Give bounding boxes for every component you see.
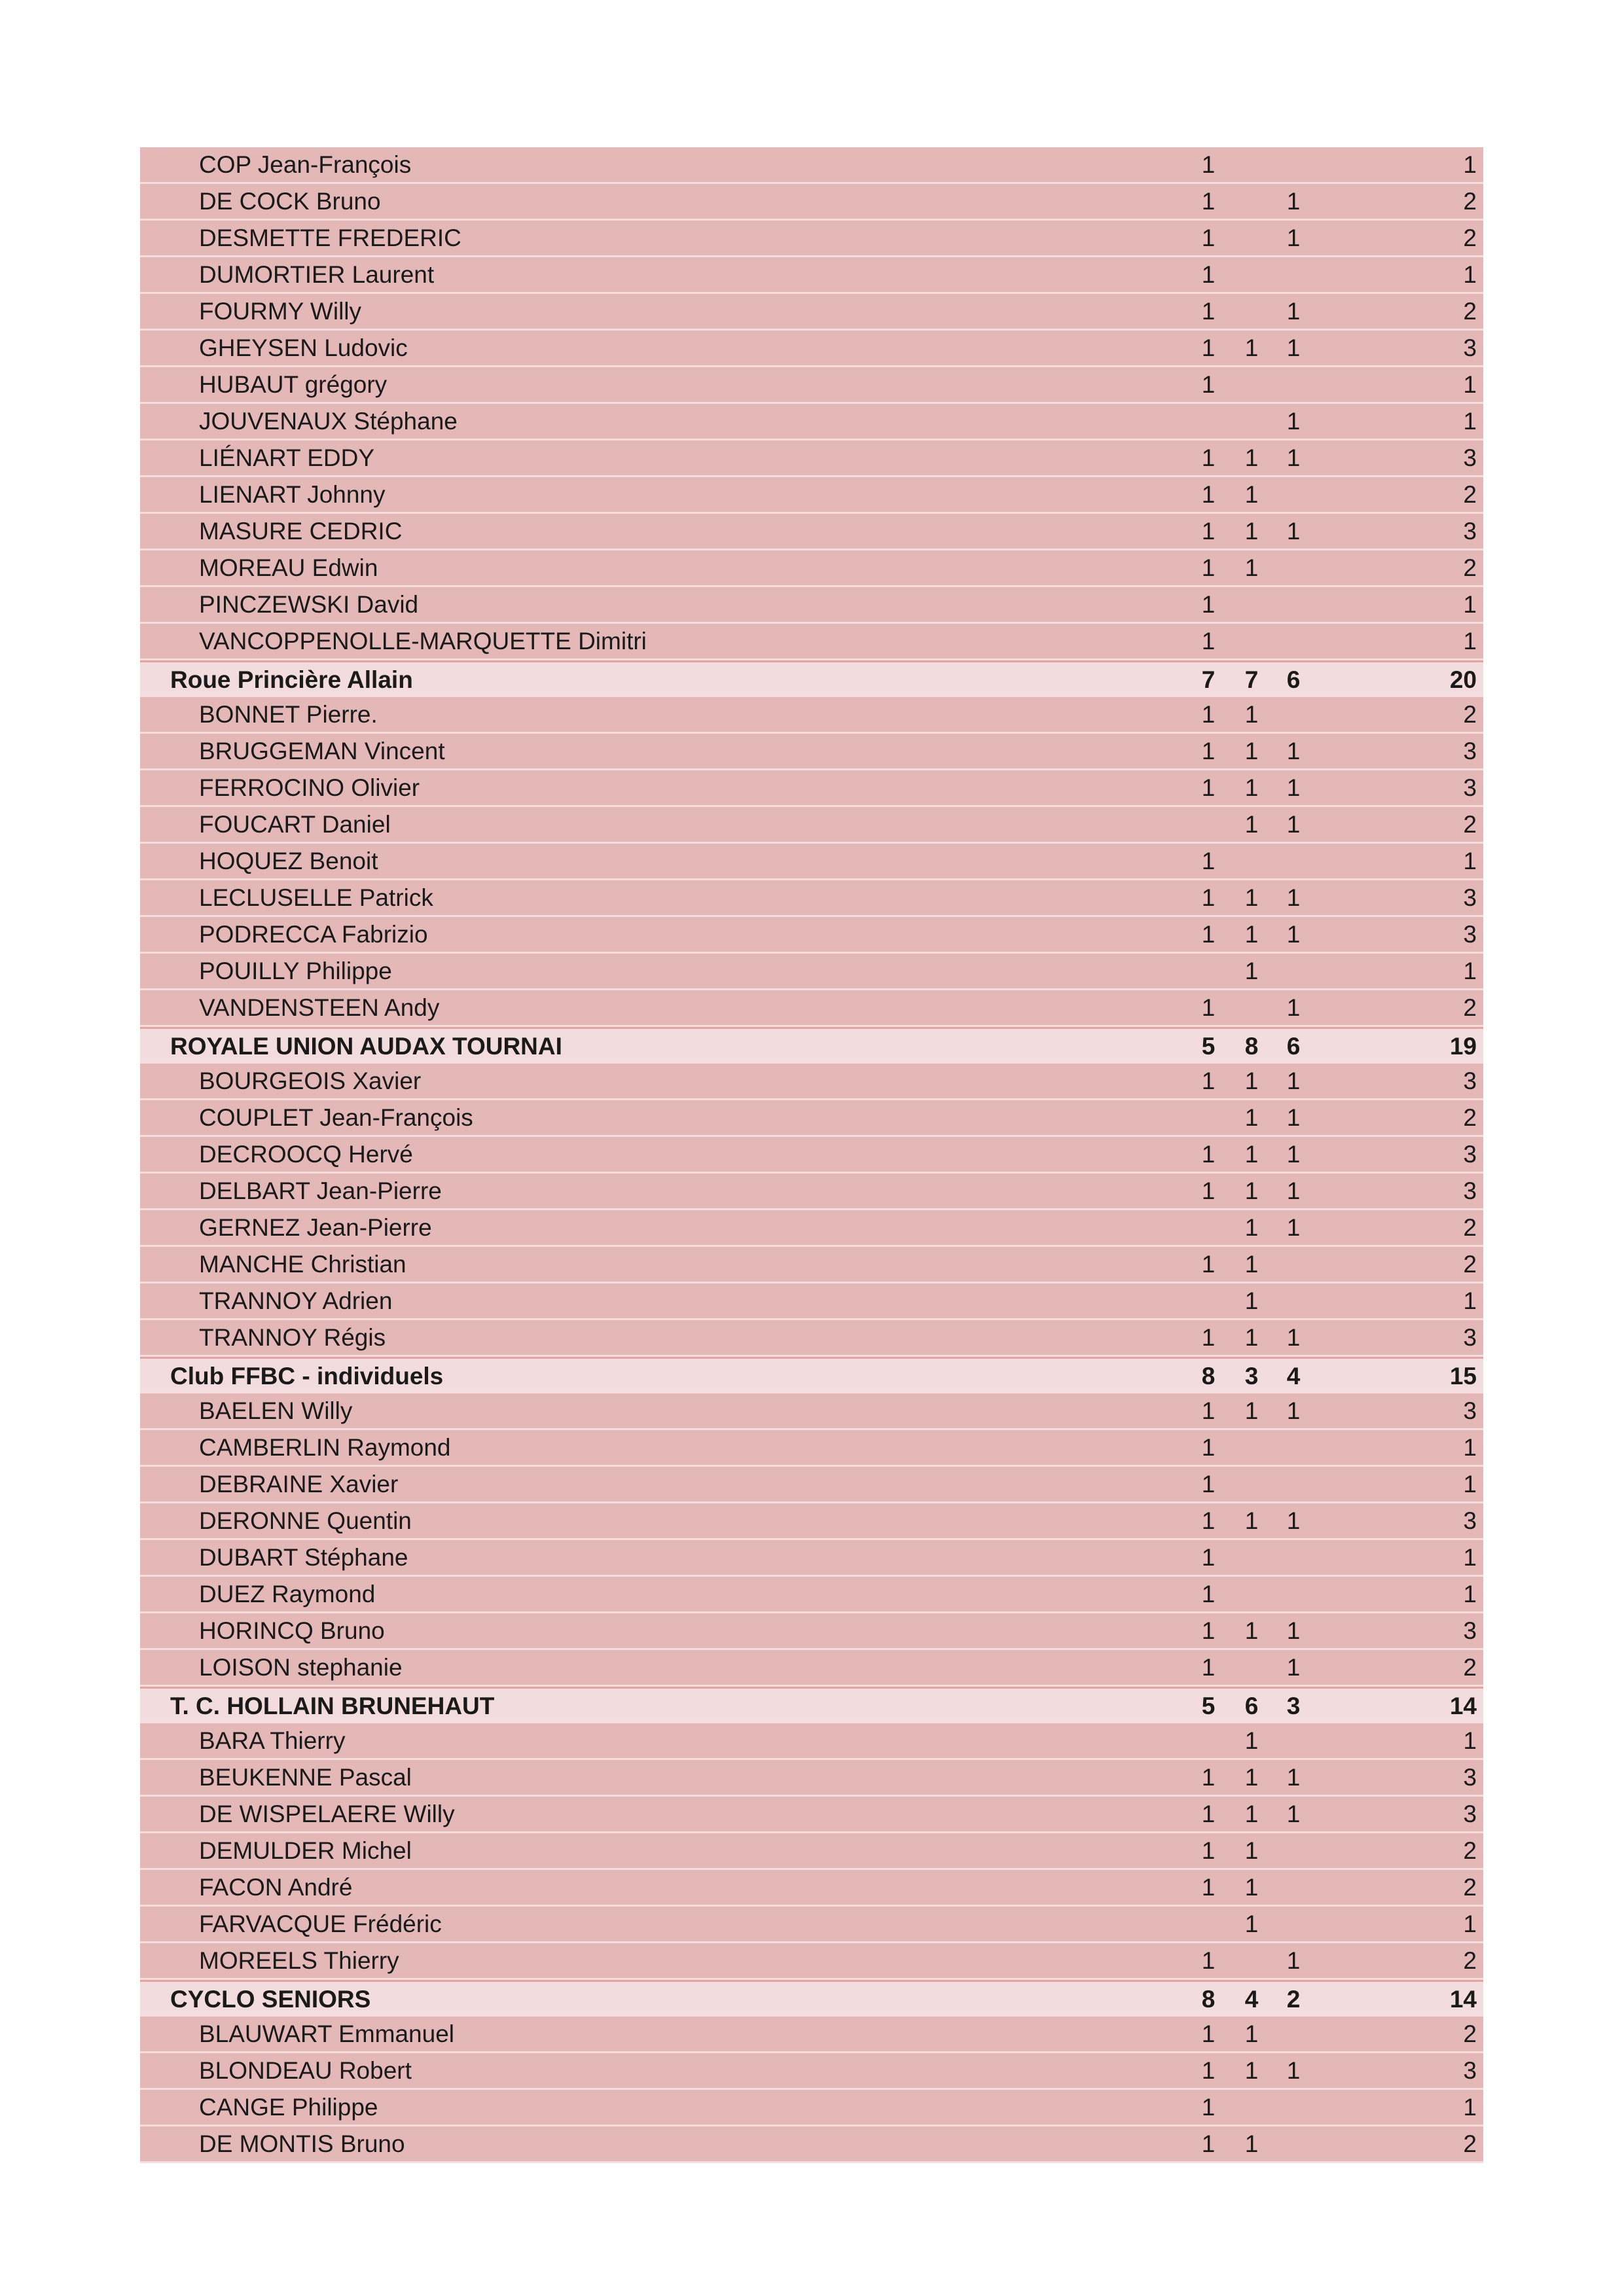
- column-3-value: 1: [1286, 1801, 1301, 1827]
- person-name: HORINCQ Bruno: [199, 1617, 385, 1644]
- total-value: 3: [1463, 774, 1477, 801]
- column-2-value: 1: [1244, 554, 1259, 581]
- person-name: COUPLET Jean-François: [199, 1104, 473, 1131]
- person-name: DERONNE Quentin: [199, 1507, 412, 1534]
- total-value: 3: [1463, 1141, 1477, 1168]
- column-3-value: 1: [1286, 408, 1301, 435]
- column-1-value: 1: [1201, 994, 1216, 1021]
- total-value: 3: [1463, 334, 1477, 361]
- total-value: 2: [1463, 224, 1477, 251]
- person-name: DESMETTE FREDERIC: [199, 224, 461, 251]
- column-1-value: 1: [1201, 884, 1216, 911]
- column-3-value: 1: [1286, 1177, 1301, 1204]
- person-name: HUBAUT grégory: [199, 371, 388, 398]
- person-name: BLONDEAU Robert: [199, 2057, 412, 2084]
- person-row: [140, 331, 1483, 367]
- total-value: 3: [1463, 738, 1477, 764]
- person-name: CANGE Philippe: [199, 2094, 378, 2121]
- total-value: 3: [1463, 1177, 1477, 1204]
- total-value: 2: [1463, 1947, 1477, 1974]
- person-row: [140, 477, 1483, 514]
- person-name: BLAUWART Emmanuel: [199, 2020, 454, 2047]
- column-2-value: 1: [1244, 1764, 1259, 1791]
- column-2-value: 1: [1244, 811, 1259, 838]
- person-row: [140, 147, 1483, 184]
- total-value: 1: [1463, 1727, 1477, 1754]
- column-1-value: 1: [1201, 444, 1216, 471]
- total-value: 19: [1449, 1033, 1477, 1060]
- column-1-value: 1: [1201, 1654, 1216, 1681]
- person-name: GERNEZ Jean-Pierre: [199, 1214, 432, 1241]
- column-1-value: 1: [1201, 1397, 1216, 1424]
- person-name: LIENART Johnny: [199, 481, 386, 508]
- total-value: 2: [1463, 1214, 1477, 1241]
- person-row: [140, 734, 1483, 770]
- column-2-value: 1: [1244, 921, 1259, 948]
- column-1-value: 1: [1201, 481, 1216, 508]
- column-1-value: 1: [1201, 1801, 1216, 1827]
- total-value: 2: [1463, 2130, 1477, 2157]
- column-2-value: 6: [1244, 1693, 1259, 1719]
- total-value: 2: [1463, 701, 1477, 728]
- column-1-value: 8: [1201, 1986, 1216, 2013]
- column-2-value: 1: [1244, 334, 1259, 361]
- column-1-value: 1: [1201, 628, 1216, 655]
- club-name: T. C. HOLLAIN BRUNEHAUT: [170, 1693, 495, 1719]
- column-3-value: 1: [1286, 1104, 1301, 1131]
- column-1-value: 1: [1201, 224, 1216, 251]
- column-3-value: 1: [1286, 1067, 1301, 1094]
- person-row: [140, 514, 1483, 550]
- person-row: [140, 917, 1483, 954]
- person-name: JOUVENAUX Stéphane: [199, 408, 458, 435]
- total-value: 1: [1463, 848, 1477, 874]
- column-1-value: 1: [1201, 1544, 1216, 1571]
- total-value: 2: [1463, 1654, 1477, 1681]
- total-value: 14: [1449, 1693, 1477, 1719]
- person-row: [140, 1613, 1483, 1650]
- column-2-value: 1: [1244, 701, 1259, 728]
- person-row: [140, 1247, 1483, 1283]
- total-value: 3: [1463, 2057, 1477, 2084]
- column-2-value: 1: [1244, 1397, 1259, 1424]
- person-row: [140, 1210, 1483, 1247]
- column-3-value: 1: [1286, 298, 1301, 325]
- total-value: 1: [1463, 958, 1477, 984]
- person-name: DECROOCQ Hervé: [199, 1141, 413, 1168]
- column-2-value: 1: [1244, 1910, 1259, 1937]
- club-name: Roue Princière Allain: [170, 666, 413, 693]
- person-name: BRUGGEMAN Vincent: [199, 738, 445, 764]
- total-value: 3: [1463, 921, 1477, 948]
- person-name: MASURE CEDRIC: [199, 518, 403, 545]
- total-value: 1: [1463, 1287, 1477, 1314]
- person-row: [140, 1760, 1483, 1797]
- club-row: [140, 1687, 1483, 1723]
- column-1-value: 1: [1201, 188, 1216, 215]
- person-row: [140, 221, 1483, 257]
- person-row: [140, 770, 1483, 807]
- column-3-value: 1: [1286, 1507, 1301, 1534]
- person-row: [140, 1320, 1483, 1357]
- person-name: DEMULDER Michel: [199, 1837, 412, 1864]
- column-3-value: 1: [1286, 1617, 1301, 1644]
- person-name: DE MONTIS Bruno: [199, 2130, 405, 2157]
- column-1-value: 1: [1201, 591, 1216, 618]
- club-row: [140, 660, 1483, 697]
- person-row: [140, 2090, 1483, 2126]
- column-1-value: 8: [1201, 1363, 1216, 1390]
- total-value: 3: [1463, 1507, 1477, 1534]
- total-value: 1: [1463, 261, 1477, 288]
- person-name: DEBRAINE Xavier: [199, 1471, 399, 1498]
- club-name: CYCLO SENIORS: [170, 1986, 371, 2013]
- column-3-value: 6: [1286, 666, 1301, 693]
- person-row: [140, 2053, 1483, 2090]
- column-1-value: 1: [1201, 518, 1216, 545]
- person-row: [140, 1283, 1483, 1320]
- person-name: TRANNOY Régis: [199, 1324, 386, 1351]
- person-name: BAELEN Willy: [199, 1397, 353, 1424]
- total-value: 15: [1449, 1363, 1477, 1390]
- column-3-value: 1: [1286, 224, 1301, 251]
- results-table: [140, 147, 1483, 2163]
- column-1-value: 1: [1201, 1434, 1216, 1461]
- column-2-value: 1: [1244, 774, 1259, 801]
- column-2-value: 8: [1244, 1033, 1259, 1060]
- total-value: 3: [1463, 1764, 1477, 1791]
- column-2-value: 1: [1244, 1104, 1259, 1131]
- column-1-value: 1: [1201, 1251, 1216, 1278]
- column-3-value: 6: [1286, 1033, 1301, 1060]
- person-name: CAMBERLIN Raymond: [199, 1434, 451, 1461]
- total-value: 3: [1463, 1617, 1477, 1644]
- person-row: [140, 624, 1483, 660]
- column-2-value: 1: [1244, 1067, 1259, 1094]
- person-name: BEUKENNE Pascal: [199, 1764, 412, 1791]
- column-1-value: 1: [1201, 334, 1216, 361]
- total-value: 3: [1463, 884, 1477, 911]
- person-row: [140, 1833, 1483, 1870]
- person-name: TRANNOY Adrien: [199, 1287, 393, 1314]
- total-value: 2: [1463, 554, 1477, 581]
- person-name: MOREELS Thierry: [199, 1947, 399, 1974]
- column-3-value: 1: [1286, 1214, 1301, 1241]
- column-3-value: 1: [1286, 738, 1301, 764]
- column-3-value: 4: [1286, 1363, 1301, 1390]
- column-1-value: 1: [1201, 371, 1216, 398]
- column-1-value: 1: [1201, 774, 1216, 801]
- column-3-value: 1: [1286, 518, 1301, 545]
- person-row: [140, 844, 1483, 880]
- column-2-value: 1: [1244, 1251, 1259, 1278]
- total-value: 3: [1463, 444, 1477, 471]
- total-value: 1: [1463, 628, 1477, 655]
- column-3-value: 1: [1286, 921, 1301, 948]
- person-row: [140, 184, 1483, 221]
- column-2-value: 1: [1244, 1141, 1259, 1168]
- column-1-value: 1: [1201, 1837, 1216, 1864]
- total-value: 14: [1449, 1986, 1477, 2013]
- column-1-value: 1: [1201, 554, 1216, 581]
- total-value: 3: [1463, 1801, 1477, 1827]
- total-value: 1: [1463, 1910, 1477, 1937]
- person-name: DUEZ Raymond: [199, 1581, 376, 1607]
- column-1-value: 1: [1201, 1177, 1216, 1204]
- person-name: DUBART Stéphane: [199, 1544, 408, 1571]
- person-row: [140, 367, 1483, 404]
- person-row: [140, 1100, 1483, 1137]
- club-row: [140, 1980, 1483, 2017]
- total-value: 1: [1463, 1544, 1477, 1571]
- person-row: [140, 990, 1483, 1027]
- person-name: LIÉNART EDDY: [199, 444, 374, 471]
- column-1-value: 1: [1201, 298, 1216, 325]
- column-1-value: 1: [1201, 1581, 1216, 1607]
- column-2-value: 1: [1244, 884, 1259, 911]
- column-2-value: 7: [1244, 666, 1259, 693]
- person-row: [140, 2017, 1483, 2053]
- total-value: 1: [1463, 1471, 1477, 1498]
- total-value: 3: [1463, 518, 1477, 545]
- column-2-value: 1: [1244, 1617, 1259, 1644]
- column-3-value: 1: [1286, 811, 1301, 838]
- column-1-value: 1: [1201, 2057, 1216, 2084]
- column-3-value: 1: [1286, 994, 1301, 1021]
- total-value: 2: [1463, 1874, 1477, 1901]
- total-value: 3: [1463, 1324, 1477, 1351]
- column-2-value: 1: [1244, 444, 1259, 471]
- total-value: 1: [1463, 408, 1477, 435]
- person-row: [140, 550, 1483, 587]
- column-2-value: 1: [1244, 1837, 1259, 1864]
- column-1-value: 5: [1201, 1033, 1216, 1060]
- column-2-value: 1: [1244, 1177, 1259, 1204]
- column-1-value: 1: [1201, 921, 1216, 948]
- column-1-value: 1: [1201, 2130, 1216, 2157]
- person-name: FERROCINO Olivier: [199, 774, 420, 801]
- person-row: [140, 1943, 1483, 1980]
- person-row: [140, 1137, 1483, 1174]
- column-2-value: 1: [1244, 2057, 1259, 2084]
- total-value: 2: [1463, 188, 1477, 215]
- column-1-value: 1: [1201, 738, 1216, 764]
- column-2-value: 1: [1244, 2020, 1259, 2047]
- person-row: [140, 1650, 1483, 1687]
- column-2-value: 4: [1244, 1986, 1259, 2013]
- total-value: 2: [1463, 1104, 1477, 1131]
- column-1-value: 1: [1201, 151, 1216, 178]
- person-name: COP Jean-François: [199, 151, 412, 178]
- person-name: POUILLY Philippe: [199, 958, 392, 984]
- person-name: DE WISPELAERE Willy: [199, 1801, 455, 1827]
- total-value: 1: [1463, 591, 1477, 618]
- person-row: [140, 1503, 1483, 1540]
- column-2-value: 1: [1244, 518, 1259, 545]
- column-1-value: 1: [1201, 2094, 1216, 2121]
- person-name: GHEYSEN Ludovic: [199, 334, 408, 361]
- column-1-value: 1: [1201, 1764, 1216, 1791]
- column-3-value: 1: [1286, 444, 1301, 471]
- total-value: 3: [1463, 1067, 1477, 1094]
- person-name: FACON André: [199, 1874, 353, 1901]
- column-2-value: 1: [1244, 1507, 1259, 1534]
- column-1-value: 1: [1201, 2020, 1216, 2047]
- column-2-value: 1: [1244, 2130, 1259, 2157]
- person-name: BONNET Pierre.: [199, 701, 378, 728]
- column-2-value: 1: [1244, 1727, 1259, 1754]
- person-row: [140, 697, 1483, 734]
- total-value: 2: [1463, 1251, 1477, 1278]
- column-3-value: 1: [1286, 1947, 1301, 1974]
- person-name: LOISON stephanie: [199, 1654, 403, 1681]
- column-3-value: 1: [1286, 1764, 1301, 1791]
- total-value: 1: [1463, 371, 1477, 398]
- person-name: MANCHE Christian: [199, 1251, 406, 1278]
- column-2-value: 1: [1244, 738, 1259, 764]
- person-row: [140, 257, 1483, 294]
- club-name: ROYALE UNION AUDAX TOURNAI: [170, 1033, 562, 1060]
- person-name: FOUCART Daniel: [199, 811, 391, 838]
- column-1-value: 1: [1201, 1067, 1216, 1094]
- person-name: VANDENSTEEN Andy: [199, 994, 440, 1021]
- column-1-value: 1: [1201, 1947, 1216, 1974]
- person-row: [140, 1723, 1483, 1760]
- person-name: DE COCK Bruno: [199, 188, 381, 215]
- column-1-value: 1: [1201, 1324, 1216, 1351]
- column-2-value: 1: [1244, 1287, 1259, 1314]
- person-name: MOREAU Edwin: [199, 554, 378, 581]
- column-2-value: 1: [1244, 1874, 1259, 1901]
- column-1-value: 1: [1201, 1471, 1216, 1498]
- club-row: [140, 1027, 1483, 1064]
- column-2-value: 1: [1244, 958, 1259, 984]
- total-value: 1: [1463, 1434, 1477, 1461]
- person-name: BOURGEOIS Xavier: [199, 1067, 422, 1094]
- column-3-value: 3: [1286, 1693, 1301, 1719]
- person-name: FARVACQUE Frédéric: [199, 1910, 442, 1937]
- person-row: [140, 1430, 1483, 1467]
- person-name: PODRECCA Fabrizio: [199, 921, 428, 948]
- total-value: 1: [1463, 151, 1477, 178]
- column-3-value: 1: [1286, 188, 1301, 215]
- person-name: VANCOPPENOLLE-MARQUETTE Dimitri: [199, 628, 647, 655]
- column-3-value: 1: [1286, 1654, 1301, 1681]
- column-3-value: 1: [1286, 774, 1301, 801]
- person-row: [140, 1540, 1483, 1577]
- column-3-value: 1: [1286, 2057, 1301, 2084]
- column-3-value: 1: [1286, 1324, 1301, 1351]
- person-row: [140, 1797, 1483, 1833]
- person-row: [140, 2126, 1483, 2163]
- person-row: [140, 880, 1483, 917]
- column-1-value: 1: [1201, 848, 1216, 874]
- total-value: 2: [1463, 2020, 1477, 2047]
- person-name: BARA Thierry: [199, 1727, 346, 1754]
- column-2-value: 1: [1244, 481, 1259, 508]
- total-value: 20: [1449, 666, 1477, 693]
- column-2-value: 1: [1244, 1324, 1259, 1351]
- column-3-value: 1: [1286, 1141, 1301, 1168]
- column-2-value: 3: [1244, 1363, 1259, 1390]
- total-value: 2: [1463, 994, 1477, 1021]
- person-row: [140, 1467, 1483, 1503]
- total-value: 2: [1463, 298, 1477, 325]
- column-1-value: 1: [1201, 701, 1216, 728]
- person-row: [140, 954, 1483, 990]
- person-name: DELBART Jean-Pierre: [199, 1177, 442, 1204]
- person-row: [140, 404, 1483, 440]
- column-2-value: 1: [1244, 1214, 1259, 1241]
- club-name: Club FFBC - individuels: [170, 1363, 444, 1390]
- person-row: [140, 1870, 1483, 1907]
- total-value: 2: [1463, 811, 1477, 838]
- person-row: [140, 440, 1483, 477]
- person-name: PINCZEWSKI David: [199, 591, 419, 618]
- person-row: [140, 1174, 1483, 1210]
- total-value: 1: [1463, 1581, 1477, 1607]
- club-row: [140, 1357, 1483, 1393]
- column-3-value: 2: [1286, 1986, 1301, 2013]
- person-name: LECLUSELLE Patrick: [199, 884, 433, 911]
- person-name: FOURMY Willy: [199, 298, 362, 325]
- column-1-value: 1: [1201, 1617, 1216, 1644]
- column-2-value: 1: [1244, 1801, 1259, 1827]
- total-value: 2: [1463, 481, 1477, 508]
- column-3-value: 1: [1286, 884, 1301, 911]
- person-row: [140, 1907, 1483, 1943]
- column-1-value: 7: [1201, 666, 1216, 693]
- total-value: 3: [1463, 1397, 1477, 1424]
- person-row: [140, 807, 1483, 844]
- person-row: [140, 587, 1483, 624]
- total-value: 2: [1463, 1837, 1477, 1864]
- column-1-value: 1: [1201, 1507, 1216, 1534]
- person-row: [140, 1577, 1483, 1613]
- person-row: [140, 1393, 1483, 1430]
- person-name: HOQUEZ Benoit: [199, 848, 378, 874]
- person-row: [140, 294, 1483, 331]
- column-3-value: 1: [1286, 334, 1301, 361]
- column-1-value: 5: [1201, 1693, 1216, 1719]
- person-name: DUMORTIER Laurent: [199, 261, 435, 288]
- column-1-value: 1: [1201, 261, 1216, 288]
- column-1-value: 1: [1201, 1874, 1216, 1901]
- person-row: [140, 1064, 1483, 1100]
- column-1-value: 1: [1201, 1141, 1216, 1168]
- total-value: 1: [1463, 2094, 1477, 2121]
- column-3-value: 1: [1286, 1397, 1301, 1424]
